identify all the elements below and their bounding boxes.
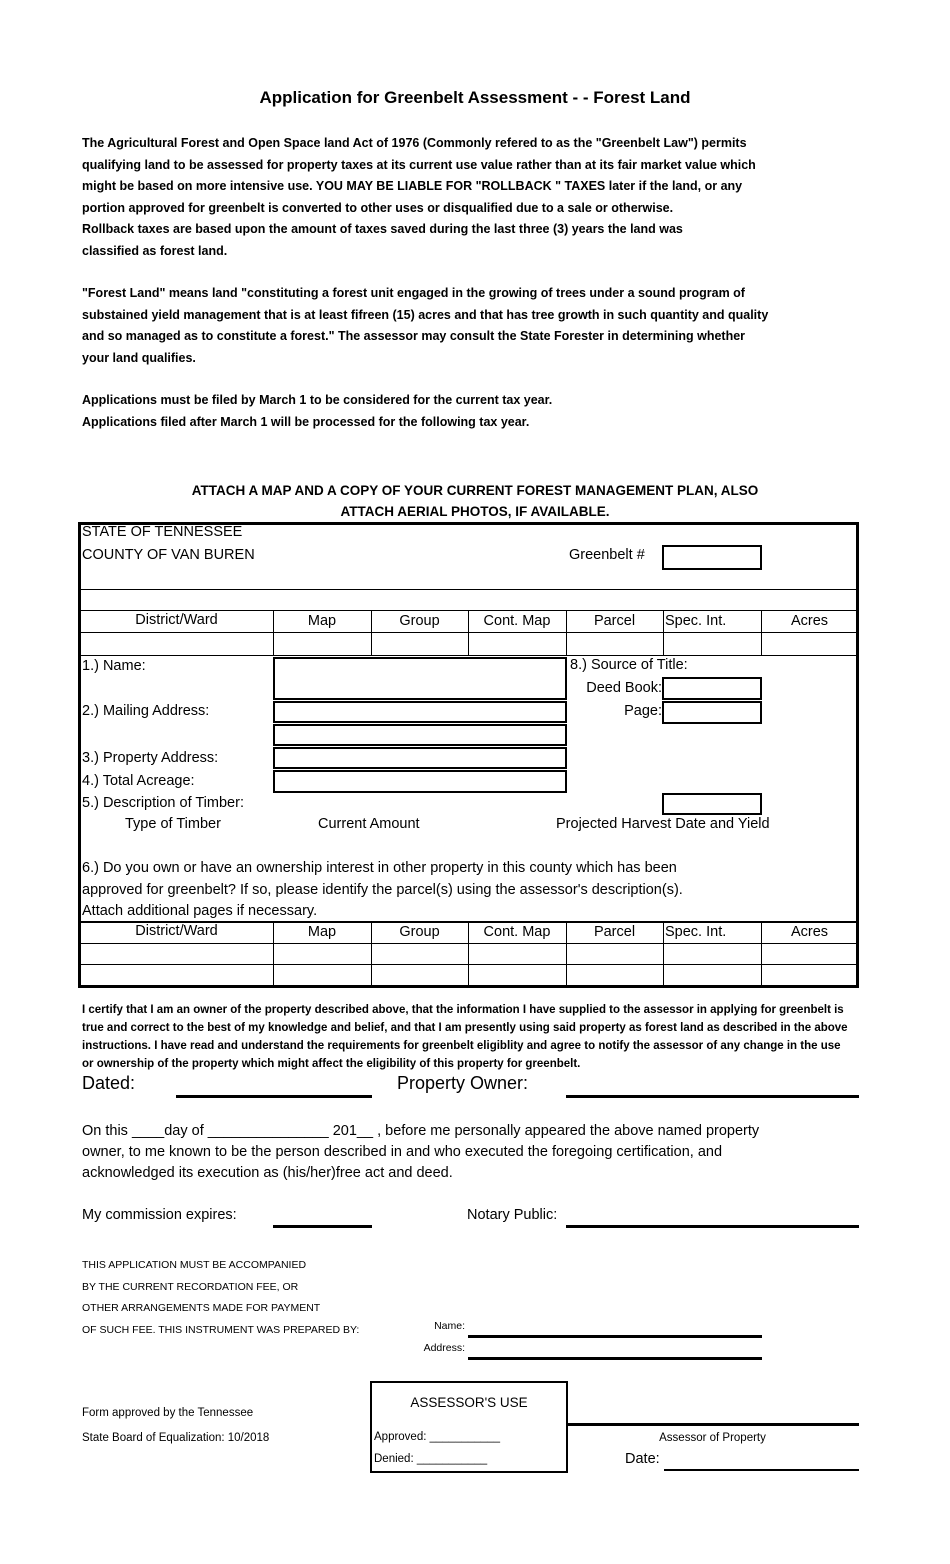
- assessor-of-property-label: Assessor of Property: [659, 1432, 766, 1444]
- column-header-map: Map: [307, 924, 337, 940]
- group-input[interactable]: [372, 633, 467, 654]
- type-of-timber-label: Type of Timber: [125, 816, 221, 832]
- deadline-line: Applications must be filed by March 1 to be considered for the current tax year.: [82, 393, 553, 407]
- attach-line-2: ATTACH AERIAL PHOTOS, IF AVAILABLE.: [340, 504, 610, 519]
- intro-line: Rollback taxes are based upon the amount of taxes saved during the last three (3) years the land was: [82, 222, 683, 236]
- mailing-address-label: 2.) Mailing Address:: [82, 703, 210, 719]
- name-field[interactable]: [273, 657, 567, 700]
- commission-expires-line[interactable]: [273, 1225, 372, 1228]
- notary-line: acknowledged its execution as (his/her)free act and deed.: [82, 1165, 453, 1181]
- page-field[interactable]: [662, 701, 762, 724]
- ownership-line: Attach additional pages if necessary.: [82, 903, 318, 919]
- intro-paragraph: [82, 133, 756, 262]
- notary-public-label: Notary Public:: [467, 1207, 558, 1223]
- page-title: Application for Greenbelt Assessment - - Forest Land: [259, 88, 691, 107]
- preparer-name-line[interactable]: [468, 1335, 762, 1338]
- date-line[interactable]: [664, 1469, 859, 1471]
- column-header-spec-int: Spec. Int.: [665, 924, 727, 940]
- notary-public-signature-line[interactable]: [566, 1225, 859, 1228]
- dated-label: Dated:: [82, 1073, 136, 1093]
- form-approved-line-1: Form approved by the Tennessee: [82, 1407, 254, 1419]
- column-header-acres: Acres: [790, 924, 829, 940]
- column-header-parcel: Parcel: [593, 613, 636, 629]
- total-acreage-field[interactable]: [273, 770, 567, 793]
- definition-line: your land qualifies.: [82, 350, 196, 365]
- intro-line: portion approved for greenbelt is converted to other uses or disqualified due to a sale or otherwise.: [82, 200, 674, 215]
- fee-line: OTHER ARRANGEMENTS MADE FOR PAYMENT: [82, 1302, 321, 1314]
- property-address-field[interactable]: [273, 747, 567, 769]
- intro-line: The Agricultural Forest and Open Space land Act of 1976 (Commonly refered to as the "Greenbelt Law") permits: [82, 136, 747, 150]
- current-amount-label: Current Amount: [318, 816, 420, 832]
- other-property-row-2[interactable]: [80, 965, 857, 985]
- total-acreage-label: 4.) Total Acreage:: [82, 773, 195, 789]
- denied-field[interactable]: Denied: ___________: [374, 1453, 488, 1465]
- divider: [80, 655, 857, 656]
- assessors-use-title: ASSESSOR'S USE: [410, 1395, 528, 1410]
- notary-line: owner, to me known to be the person described in and who executed the foregoing certification, and: [82, 1144, 723, 1160]
- page-label: Page:: [624, 703, 662, 719]
- parcel-input[interactable]: [567, 633, 662, 654]
- ownership-line: 6.) Do you own or have an ownership interest in other property in this county which has been: [82, 860, 677, 876]
- certification-line: or ownership of the property which might affect the eligibility of this property for greenbelt.: [82, 1058, 581, 1070]
- column-header-map: Map: [307, 613, 337, 629]
- property-owner-signature-line[interactable]: [566, 1095, 859, 1098]
- fee-notice: [82, 1255, 359, 1341]
- map-input[interactable]: [274, 633, 370, 654]
- definition-line: and so managed as to constitute a forest." The assessor may consult the State Forester in determining whether: [82, 329, 746, 343]
- column-header-district-ward: District/Ward: [135, 923, 218, 939]
- assessor-signature-line[interactable]: [566, 1423, 859, 1426]
- fee-line: THIS APPLICATION MUST BE ACCOMPANIED: [82, 1259, 307, 1271]
- cont-map-input[interactable]: [469, 633, 565, 654]
- property-address-label: 3.) Property Address:: [82, 750, 219, 766]
- preparer-address-label: Address:: [423, 1342, 465, 1354]
- acres-input[interactable]: [762, 633, 857, 654]
- deadline-paragraph: [82, 390, 552, 433]
- certification-line: I certify that I am an owner of the property described above, that the information I have supplied to the assessor in applying for greenbelt is: [82, 1004, 844, 1016]
- name-label: 1.) Name:: [82, 658, 146, 674]
- intro-line: qualifying land to be assessed for property taxes at its current use value rather than at its fair market value which: [82, 157, 756, 172]
- certification-line: true and correct to the best of my knowledge and belief, and that I am presently using said property as forest land as described in the above: [82, 1022, 848, 1034]
- fee-line: OF SUCH FEE. THIS INSTRUMENT WAS PREPARED BY:: [82, 1323, 360, 1336]
- intro-line: might be based on more intensive use. YOU MAY BE LIABLE FOR "ROLLBACK " TAXES later if the land, or any: [82, 179, 743, 193]
- greenbelt-number-label: Greenbelt #: [569, 547, 645, 563]
- form-approved-line-2: State Board of Equalization: 10/2018: [82, 1432, 270, 1444]
- column-header-district-ward: District/Ward: [135, 612, 218, 628]
- intro-line: classified as forest land.: [82, 243, 228, 258]
- commission-expires-label: My commission expires:: [82, 1207, 237, 1223]
- divider: [80, 589, 857, 590]
- fee-line: BY THE CURRENT RECORDATION FEE, OR: [82, 1280, 299, 1293]
- mailing-address-field-2[interactable]: [273, 724, 567, 746]
- column-header-spec-int: Spec. Int.: [665, 613, 727, 629]
- definition-line: substained yield management that is at least fifreen (15) acres and that has tree growth in such quantity and quality: [82, 307, 769, 322]
- column-header-cont-map: Cont. Map: [483, 924, 551, 940]
- ownership-line: approved for greenbelt? If so, please identify the parcel(s) using the assessor's description(s).: [82, 881, 683, 898]
- column-header-group: Group: [399, 924, 440, 940]
- preparer-address-line[interactable]: [468, 1357, 762, 1360]
- state-label: STATE OF TENNESSEE: [82, 524, 243, 540]
- notary-line: On this ____day of _______________ 201__ , before me personally appeared the above named property: [82, 1123, 760, 1139]
- column-header-cont-map: Cont. Map: [483, 613, 551, 629]
- timber-description-label: 5.) Description of Timber:: [82, 795, 244, 811]
- timber-extra-field[interactable]: [662, 793, 762, 815]
- column-header-group: Group: [399, 613, 440, 629]
- projected-harvest-label: Projected Harvest Date and Yield: [556, 816, 770, 832]
- dated-signature-line[interactable]: [176, 1095, 372, 1098]
- attach-line-1: ATTACH A MAP AND A COPY OF YOUR CURRENT FOREST MANAGEMENT PLAN, ALSO: [191, 483, 759, 498]
- county-label: COUNTY OF VAN BUREN: [82, 547, 255, 563]
- notary-statement: [82, 1121, 759, 1184]
- deed-book-field[interactable]: [662, 677, 762, 700]
- certification-statement: [82, 1001, 848, 1073]
- definition-line: "Forest Land" means land "constituting a forest unit engaged in the growing of trees under a sound program of: [82, 286, 745, 300]
- property-owner-label: Property Owner:: [397, 1073, 529, 1093]
- date-label: Date:: [625, 1451, 660, 1467]
- ownership-question: [82, 858, 683, 923]
- approved-field[interactable]: Approved: ___________: [374, 1431, 500, 1443]
- spec-int-input[interactable]: [664, 633, 760, 654]
- certification-line: instructions. I have read and understand the requirements for greenbelt eligiblity and agree to notify the assessor of any change in the use: [82, 1040, 841, 1052]
- greenbelt-number-field[interactable]: [662, 545, 762, 570]
- other-property-row-1[interactable]: [80, 944, 857, 964]
- attach-instructions: [0, 480, 950, 522]
- source-of-title-label: 8.) Source of Title:: [570, 657, 688, 673]
- deed-book-label: Deed Book:: [586, 680, 662, 696]
- column-header-acres: Acres: [790, 613, 829, 629]
- preparer-name-label: Name:: [434, 1320, 465, 1332]
- definition-paragraph: [82, 283, 768, 369]
- district-ward-input[interactable]: [80, 633, 273, 654]
- deadline-line: Applications filed after March 1 will be processed for the following tax year.: [82, 414, 530, 429]
- column-header-parcel: Parcel: [593, 924, 636, 940]
- mailing-address-field-1[interactable]: [273, 701, 567, 723]
